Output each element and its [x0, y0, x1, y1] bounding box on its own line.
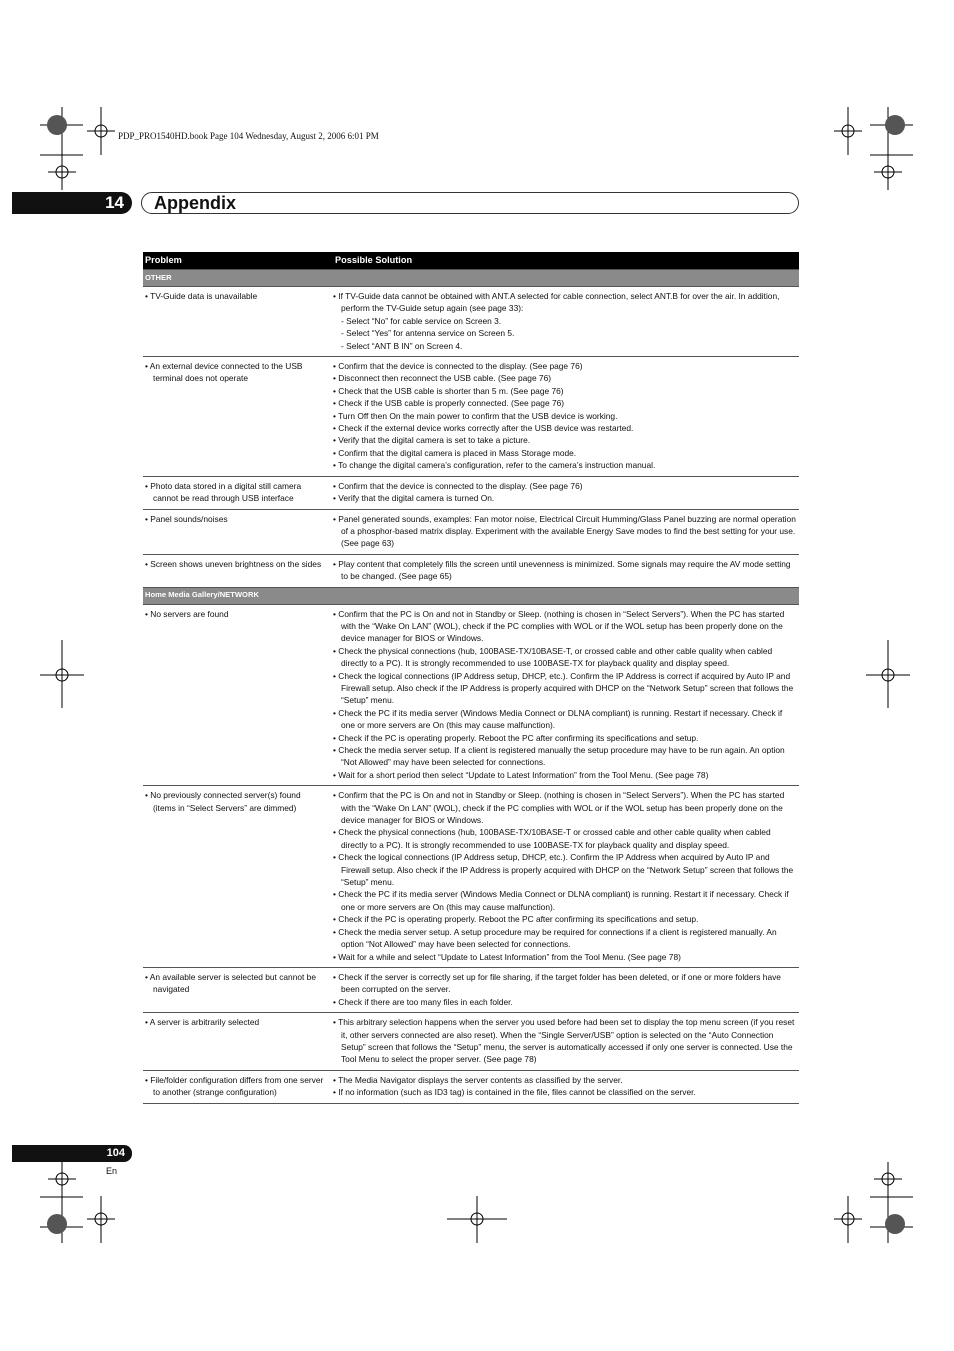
- solution-item: [333, 913, 797, 925]
- solution-text: To change the digital camera’s configuration, refer to the camera’s instruction manual.: [338, 460, 656, 471]
- solution-subitem: [341, 327, 797, 339]
- bullet-icon: •: [145, 291, 151, 301]
- solution-text: Turn Off then On the main power to confirm that the USB device is working.: [338, 410, 618, 421]
- solution-text: Disconnect then reconnect the USB cable. (See page 76): [338, 373, 552, 384]
- table-body: [143, 270, 799, 1104]
- problem-cell: [143, 786, 327, 968]
- section-header-row: [143, 270, 799, 287]
- solution-text: If no information (such as ID3 tag) is contained in the file, files cannot be classified on the server.: [338, 1087, 696, 1098]
- solution-text: Check if the PC is operating properly. Reboot the PC after confirming its specifications and setup.: [338, 914, 699, 925]
- problem-text: [145, 360, 325, 385]
- table-row: [143, 967, 799, 1012]
- solution-item: [333, 707, 797, 732]
- bullet-icon: •: [333, 889, 339, 900]
- solution-cell: [327, 967, 799, 1012]
- problem-cell: [143, 554, 327, 587]
- problem-label: A server is arbitrarily selected: [149, 1017, 260, 1028]
- solution-text: Verify that the digital camera is turned On.: [338, 493, 495, 504]
- table-row: [143, 287, 799, 357]
- problem-text: [145, 789, 325, 814]
- bullet-icon: •: [333, 707, 339, 718]
- solution-text: Check the PC if its media server (Windows Media Connect or DLNA compliant) is running. Restart it if necessary. Check if one or more servers are On (this may cause malfunction).: [338, 889, 789, 912]
- problem-text: [145, 1016, 325, 1028]
- solution-item: [333, 789, 797, 826]
- problem-cell: [143, 1070, 327, 1103]
- problem-cell: [143, 357, 327, 477]
- solution-text: Play content that completely fills the screen until unevenness is minimized. Some signals may require the AV mode setting to be changed. (See page 65): [338, 558, 791, 582]
- solution-text: This arbitrary selection happens when the server you used before had been set to display the top menu screen (if you reset it, other servers connected are also reset). When the “Single Server/USB” option is selected on the “Auto Connection Setup” screen that follows the “Setup” menu, the server is automatically accessed if only one server is connected. Use the Tool Menu to select the proper server. (See page 78): [338, 1017, 795, 1065]
- table-row: [143, 357, 799, 477]
- bullet-icon: •: [333, 291, 339, 301]
- problem-cell: [143, 476, 327, 509]
- problem-text: [145, 558, 325, 570]
- problem-label: Panel sounds/noises: [150, 513, 228, 524]
- solution-item: [333, 360, 797, 372]
- bullet-icon: •: [333, 447, 339, 458]
- solution-item: [333, 513, 797, 550]
- solution-text: Check if the server is correctly set up for file sharing, if the target folder has been deleted, or if one or more folders have been corrupted on the server.: [338, 971, 781, 995]
- bullet-icon: •: [333, 914, 339, 925]
- solution-text: The Media Navigator displays the server contents as classified by the server.: [338, 1074, 623, 1085]
- solution-item: [333, 608, 797, 645]
- solution-text: Check the logical connections (IP Address setup, DHCP, etc.). Confirm the IP Address when acquired by Auto IP and Firewall setup. Also check if the IP Address is properly acquired with DHCP on the “Network Setup” screen that follows the “Setup” menu.: [338, 852, 794, 888]
- solution-subitem: [341, 340, 797, 352]
- problem-label: An available server is selected but cannot be navigated: [149, 971, 317, 995]
- dash-icon: -: [341, 340, 347, 351]
- solution-text: Check the physical connections (hub, 100BASE-TX/10BASE-T or crossed cable and other cable quality when cabled directly to a PC). It is strongly recommended to use 100BASE-TX for playback quality and display speed.: [338, 827, 771, 850]
- problem-text: [145, 513, 325, 525]
- problem-label: Photo data stored in a digital still camera cannot be read through USB interface: [150, 480, 302, 504]
- solution-item: [333, 926, 797, 951]
- solution-cell: [327, 1070, 799, 1103]
- bullet-icon: •: [333, 513, 339, 524]
- solution-subtext: Select “No” for cable service on Screen 3.: [346, 315, 502, 326]
- bullet-icon: •: [333, 361, 339, 372]
- table-row: [143, 509, 799, 554]
- file-info: PDP_PRO1540HD.book Page 104 Wednesday, August 2, 2006 6:01 PM: [118, 131, 379, 141]
- solution-item: [333, 290, 797, 315]
- chapter-title: Appendix: [154, 193, 237, 213]
- table-row: [143, 786, 799, 968]
- dash-icon: -: [341, 328, 347, 339]
- bullet-icon: •: [333, 769, 339, 780]
- section-title: OTHER: [143, 270, 799, 287]
- troubleshooting-table: [143, 252, 799, 1104]
- solution-subtext: Select “ANT B IN” on Screen 4.: [346, 340, 463, 351]
- solution-item: [333, 385, 797, 397]
- solution-cell: [327, 786, 799, 968]
- bullet-icon: •: [333, 996, 339, 1007]
- solution-item: [333, 558, 797, 583]
- bullet-icon: •: [333, 926, 339, 937]
- solution-text: Check if the PC is operating properly. Reboot the PC after confirming its specifications and setup.: [338, 732, 699, 743]
- bullet-icon: •: [333, 558, 339, 569]
- bullet-icon: •: [145, 790, 151, 801]
- bullet-icon: •: [333, 385, 339, 396]
- solution-text: Check the physical connections (hub, 100BASE-TX/10BASE-T, or crossed cable and other cable quality when cabled directly to a PC). It is strongly recommended to use 100BASE-TX for playback quality and display speed.: [338, 645, 773, 669]
- solution-item: [333, 769, 797, 781]
- solution-item: [333, 826, 797, 851]
- solution-text: Wait for a short period then select “Update to Latest Information” from the Tool Menu. (See page 78): [338, 769, 709, 780]
- solution-text: If TV-Guide data cannot be obtained with ANT.A selected for cable connection, select ANT.B for over the air. In addition, perform the TV-Guide setup again (see page 33):: [338, 291, 780, 314]
- bullet-icon: •: [145, 971, 150, 982]
- bullet-icon: •: [145, 1017, 150, 1028]
- bullet-icon: •: [145, 558, 151, 569]
- solution-cell: [327, 604, 799, 786]
- solution-text: Confirm that the digital camera is placed in Mass Storage mode.: [338, 447, 577, 458]
- chapter-number: 14: [12, 192, 132, 214]
- solution-text: Check the logical connections (IP Address setup, DHCP, etc.). Confirm the IP Address is correct if acquired by Auto IP and Firewall setup. Also check if the IP Address is properly acquired with DHCP on the “Network Setup” screen that follows the “Setup” menu.: [338, 670, 794, 706]
- solution-item: [333, 422, 797, 434]
- bullet-icon: •: [145, 1074, 151, 1085]
- page-number: 104: [12, 1145, 132, 1162]
- problem-label: File/folder configuration differs from one server to another (strange configuration): [150, 1074, 324, 1098]
- bullet-icon: •: [333, 1017, 339, 1028]
- solution-text: Confirm that the device is connected to the display. (See page 76): [338, 480, 583, 491]
- solution-item: [333, 1074, 797, 1086]
- solution-text: Check if the external device works correctly after the USB device was restarted.: [338, 423, 634, 434]
- problem-text: [145, 608, 325, 620]
- bullet-icon: •: [333, 1087, 339, 1098]
- bullet-icon: •: [333, 493, 339, 504]
- table-row: [143, 1070, 799, 1103]
- solution-item: [333, 459, 797, 471]
- solution-subtext: Select “Yes” for antenna service on Screen 5.: [346, 328, 515, 339]
- bullet-icon: •: [145, 608, 151, 619]
- bullet-icon: •: [333, 745, 339, 755]
- solution-item: [333, 996, 797, 1008]
- bullet-icon: •: [333, 951, 339, 962]
- problem-label: No previously connected server(s) found (items in “Select Servers” are dimmed): [150, 790, 301, 813]
- solution-item: [333, 851, 797, 888]
- solution-item: [333, 670, 797, 707]
- solution-cell: [327, 509, 799, 554]
- table-row: [143, 554, 799, 587]
- solution-text: Wait for a while and select “Update to Latest Information” from the Tool Menu. (See page 78): [338, 951, 681, 962]
- solution-item: [333, 645, 797, 670]
- solution-item: [333, 732, 797, 744]
- solution-sublist: [333, 315, 797, 352]
- bullet-icon: •: [333, 423, 339, 434]
- solution-cell: [327, 554, 799, 587]
- solution-cell: [327, 476, 799, 509]
- solution-text: Confirm that the PC is On and not in Standby or Sleep. (nothing is chosen in “Select Servers”). When the PC has started with the “Wake On LAN” (WOL), check if the PC complies with WOL or if the WOL setup has been properly done on the device manager for BIOS or Windows.: [338, 790, 785, 826]
- bullet-icon: •: [333, 435, 339, 446]
- problem-cell: [143, 287, 327, 357]
- dash-icon: -: [341, 315, 347, 326]
- problem-cell: [143, 1013, 327, 1071]
- bullet-icon: •: [333, 971, 339, 982]
- bullet-icon: •: [333, 852, 339, 863]
- bullet-icon: •: [333, 1074, 339, 1085]
- solution-item: [333, 744, 797, 769]
- bullet-icon: •: [333, 732, 339, 743]
- solution-item: [333, 971, 797, 996]
- bullet-icon: •: [333, 608, 339, 619]
- section-title: Home Media Gallery/NETWORK: [143, 587, 799, 604]
- solution-subitem: [341, 315, 797, 327]
- solution-item: [333, 447, 797, 459]
- problem-label: Screen shows uneven brightness on the sides: [150, 558, 322, 569]
- table-row: [143, 476, 799, 509]
- solution-text: Check that the USB cable is shorter than 5 m. (See page 76): [338, 385, 564, 396]
- bullet-icon: •: [333, 790, 339, 801]
- solution-item: [333, 480, 797, 492]
- bullet-icon: •: [145, 480, 151, 491]
- problem-cell: [143, 509, 327, 554]
- solution-cell: [327, 287, 799, 357]
- solution-text: Check the PC if its media server (Windows Media Connect or DLNA compliant) is running. Restart if necessary. Check if one or more servers are On (this may cause malfunction).: [338, 707, 783, 731]
- bullet-icon: •: [145, 361, 150, 372]
- problem-label: An external device connected to the USB terminal does not operate: [149, 361, 303, 384]
- problem-text: [145, 971, 325, 996]
- solution-text: Confirm that the PC is On and not in Standby or Sleep. (nothing is chosen in “Select Servers”). When the PC has started with the “Wake On LAN” (WOL), check if the PC complies with WOL or if the WOL setup has been properly done on the device manager for BIOS or Windows.: [338, 608, 785, 644]
- column-header-solution: Possible Solution: [327, 252, 799, 270]
- solution-item: [333, 1016, 797, 1066]
- solution-item: [333, 888, 797, 913]
- column-header-problem: Problem: [143, 252, 327, 270]
- solution-text: Verify that the digital camera is set to take a picture.: [338, 435, 531, 446]
- table-row: [143, 604, 799, 786]
- solution-item: [333, 492, 797, 504]
- bullet-icon: •: [333, 398, 339, 409]
- bullet-icon: •: [333, 480, 339, 491]
- section-header-row: [143, 587, 799, 604]
- problem-cell: [143, 967, 327, 1012]
- solution-item: [333, 397, 797, 409]
- solution-text: Check the media server setup. A setup procedure may be required for connections if a client is registered manually. An option “Not Allowed” may have been selected for connections.: [338, 926, 777, 950]
- problem-label: No servers are found: [150, 608, 229, 619]
- solution-text: Check if there are too many files in each folder.: [338, 996, 513, 1007]
- table-row: [143, 1013, 799, 1071]
- bullet-icon: •: [333, 373, 339, 384]
- solution-text: Check the media server setup. If a client is registered manually the setup procedure may have to be run again. An option “Not Allowed” may have been selected for connections.: [338, 745, 785, 768]
- solution-item: [333, 951, 797, 963]
- solution-cell: [327, 1013, 799, 1071]
- bullet-icon: •: [145, 513, 151, 524]
- solution-cell: [327, 357, 799, 477]
- problem-cell: [143, 604, 327, 786]
- chapter-title-frame: [141, 192, 799, 214]
- bullet-icon: •: [333, 460, 339, 471]
- solution-item: [333, 410, 797, 422]
- problem-label: TV-Guide data is unavailable: [150, 291, 258, 301]
- solution-text: Confirm that the device is connected to the display. (See page 76): [338, 361, 583, 372]
- solution-text: Panel generated sounds, examples: Fan motor noise, Electrical Circuit Humming/Glass Panel buzzing are normal operation of a phosphor-based matrix display. Experiment with the available Energy Save modes to find the best setting for your use. (See page 63): [338, 513, 796, 549]
- bullet-icon: •: [333, 410, 339, 421]
- bullet-icon: •: [333, 670, 339, 681]
- solution-text: Check if the USB cable is properly connected. (See page 76): [338, 398, 565, 409]
- problem-text: [145, 290, 325, 302]
- language-label: En: [106, 1166, 118, 1176]
- solution-item: [333, 434, 797, 446]
- problem-text: [145, 1074, 325, 1099]
- bullet-icon: •: [333, 827, 339, 838]
- problem-text: [145, 480, 325, 505]
- bullet-icon: •: [333, 645, 339, 656]
- solution-item: [333, 1086, 797, 1098]
- solution-item: [333, 372, 797, 384]
